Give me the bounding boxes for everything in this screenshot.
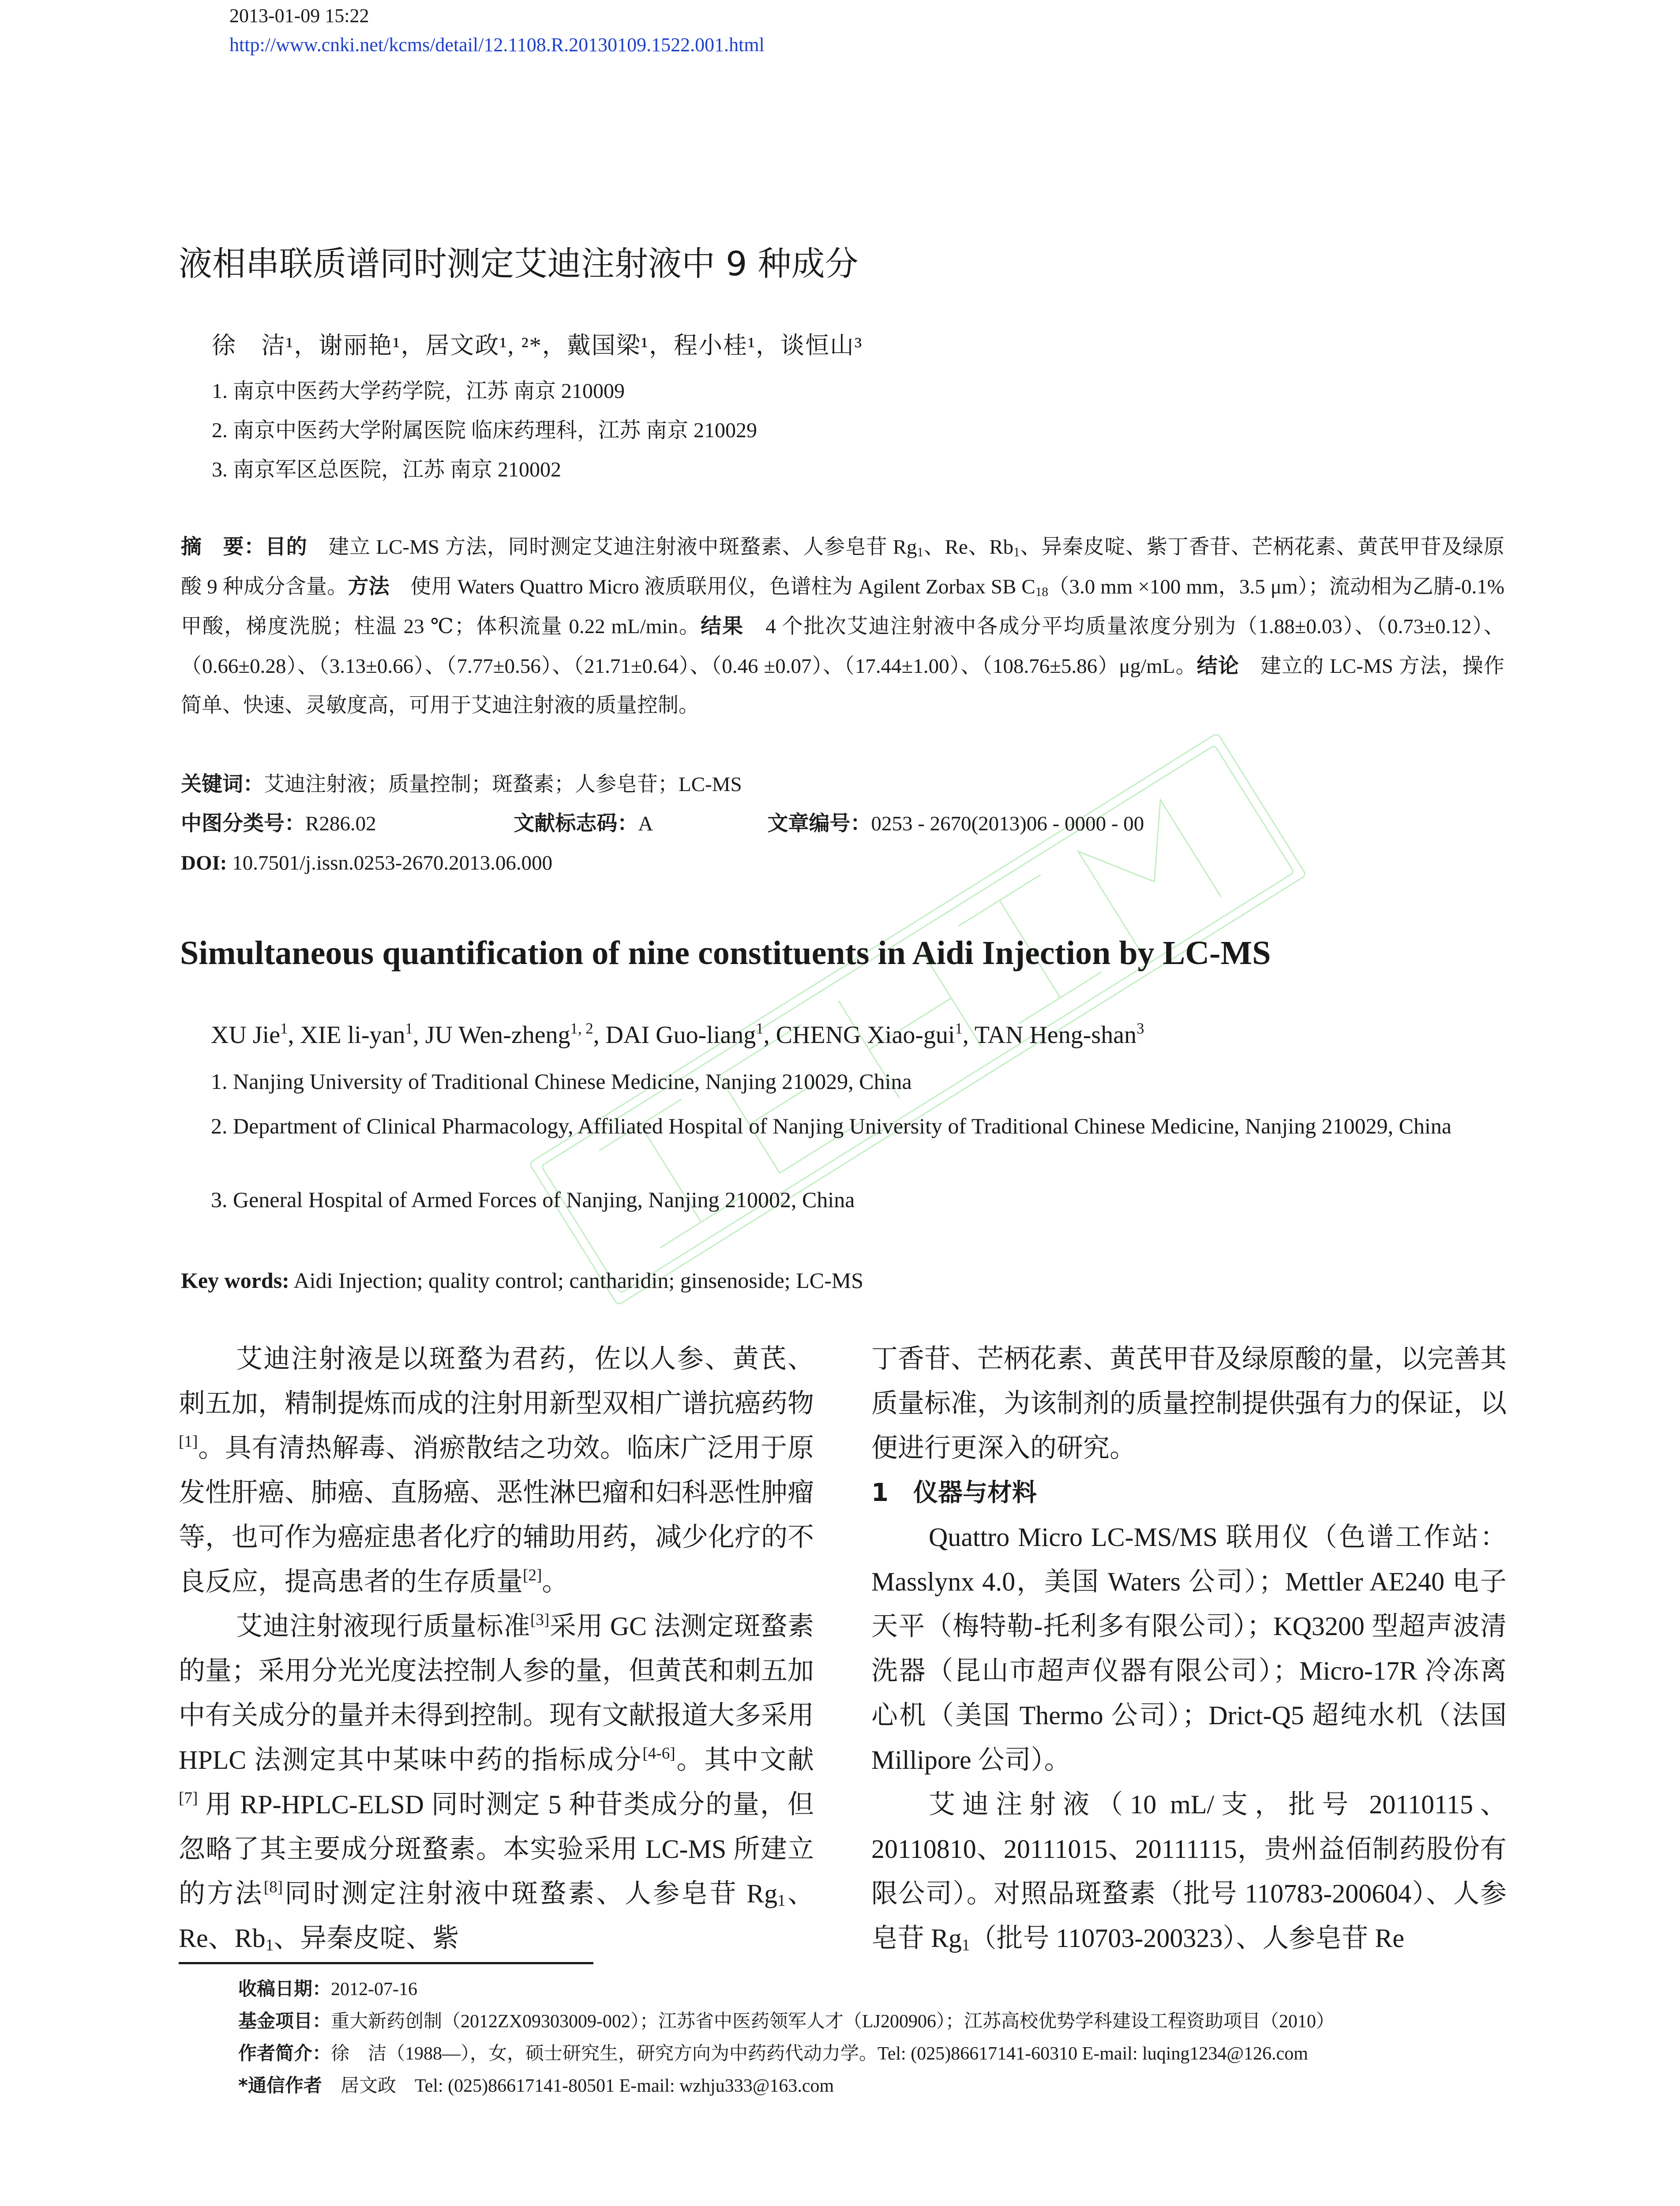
classification-row: 中图分类号：R286.02 文献标志码：A 文章编号：0253 - 2670(2013)06 - 0000 - 00: [181, 811, 1144, 836]
affiliation-en-3: 3. General Hospital of Armed Forces of Nanjing, Nanjing 210002, China: [211, 1187, 855, 1212]
results-label: 结果: [701, 614, 744, 638]
instruments-paragraph: Quattro Micro LC-MS/MS 联用仪（色谱工作站：Masslynx 4.0，美国 Waters 公司）；Mettler AE240 电子天平（梅特勒-托利多有限公司）；KQ3200 型超声波清洗器（昆山市超声仪器有限公司）；Micro-17R 冷冻离心机（美国 Thermo 公司）；Drict-Q5 超纯水机（法国 Millipore 公司）。: [871, 1523, 1507, 1775]
author-list-en: XU Jie$^1$, XIE li-yan$^1$, JU Wen-zheng$^{1, 2}$, DAI Guo-liang$^1$, CHENG Xiao-gui$^1$, TAN Heng-shan$^3$: [211, 1020, 1144, 1049]
section-heading-1: 1 仪器与材料: [871, 1478, 1037, 1507]
abstract-label: 摘 要：: [181, 535, 266, 559]
article-title-en: Simultaneous quantification of nine constituents in Aidi Injection by LC-MS: [180, 934, 1271, 972]
footnote-fund: 基金项目：重大新药创制（2012ZX09303009-002）；江苏省中医药领军人才（LJ200906）；江苏高校优势学科建设工程资助项目（2010）: [238, 2010, 1335, 2032]
affiliation-cn-3: 3. 南京军区总医院，江苏 南京 210002: [212, 458, 562, 481]
materials-paragraph: 艾迪注射液（10 mL/支，批号 20110115、20110810、20111015、20111115，贵州益佰制药股份有限公司）。对照品斑蝥素（批号 110783-200604）、人参皂苷 $Rg_1$（批号 110703-200323）、人参皂苷 Re: [871, 1790, 1507, 1955]
methods-label: 方法: [348, 574, 390, 599]
download-timestamp: 2013-01-09 15:22: [229, 5, 369, 26]
author-list-cn: 徐 洁¹，谢丽艳¹，居文政¹, ²*，戴国梁¹，程小桂¹，谈恒山³: [212, 332, 863, 359]
footnote-received: 收稿日期：2012-07-16: [238, 1978, 417, 2000]
keywords-en-label: Key words:: [181, 1268, 289, 1293]
affiliation-cn-1: 1. 南京中医药大学药学院，江苏 南京 210009: [212, 379, 625, 403]
doi-line: [181, 850, 552, 876]
intro-paragraph-2: 艾迪注射液现行质量标准[3]采用 GC 法测定斑蝥素的量；采用分光光度法控制人参的量，但黄芪和刺五加中有关成分的量并未得到控制。现有文献报道大多采用 HPLC 法测定其中某味中药的指标成分[4-6]。其中文献 [7] 用 RP-HPLC-ELSD 同时测定 5 种苷类成分的量，但忽略了其主要成分斑蝥素。本实验采用 LC-MS 所建立的方法[8]同时测定注射液中斑蝥素、人参皂苷 $Rg_1$、Re、$Rb_1$、异秦皮啶、紫: [179, 1610, 814, 1955]
keywords-en: Key words: Aidi Injection; quality control; cantharidin; ginsenoside; LC-MS: [181, 1268, 864, 1293]
conclusion-label: 结论: [1196, 654, 1239, 678]
cnki-url-link[interactable]: http://www.cnki.net/kcms/detail/12.1108.R.20130109.1522.001.html: [229, 34, 765, 56]
intro-paragraph-continued: 丁香苷、芒柄花素、黄芪甲苷及绿原酸的量，以完善其质量标准，为该制剂的质量控制提供强有力的保证，以便进行更深入的研究。: [871, 1344, 1507, 1463]
body-left-column: [179, 1337, 814, 1961]
doi-value: 10.7501/j.issn.0253-2670.2013.06.000: [227, 852, 553, 874]
affiliation-cn-2: 2. 南京中医药大学附属医院 临床药理科，江苏 南京 210029: [212, 419, 758, 442]
keywords-cn: 关键词：艾迪注射液；质量控制；斑蝥素；人参皂苷；LC-MS: [181, 772, 742, 796]
keywords-cn-label: 关键词：: [181, 772, 264, 796]
doi-label: DOI:: [181, 852, 227, 874]
footnote-divider: [179, 1962, 593, 1964]
footnote-corresponding: *通信作者 居文政 Tel: (025)86617141-80501 E-mail: wzhju333@163.com: [238, 2075, 834, 2096]
affiliation-en-1: 1. Nanjing University of Traditional Chinese Medicine, Nanjing 210029, China: [211, 1069, 912, 1094]
body-right-column: [871, 1337, 1507, 1961]
abstract-cn: 摘 要：目的 建立 LC-MS 方法，同时测定艾迪注射液中斑蝥素、人参皂苷 $Rg_1$、Re、$Rb_1$、异秦皮啶、紫丁香苷、芒柄花素、黄芪甲苷及绿原酸 9 种成分含量。方法 使用 Waters Quattro Micro 液质联用仪，色谱柱为 Agilent Zorbax SB $C_{18}(3.0$ mm ×100 mm，3.5 μm）；流动相为乙腈-0.1%甲酸，梯度洗脱；柱温 23 ℃；体积流量 0.22 mL/min。结果 4 个批次艾迪注射液中各成分平均质量浓度分别为（1.88±0.03）、（0.73±0.12）、（0.66±0.28）、（3.13±0.66）、（7.77±0.56）、（21.71±0.64）、（0.46 ±0.07）、（17.44±1.00）、（108.76±5.86）μg/mL。结论 建立的 LC-MS 方法，操作简单、快速、灵敏度高，可用于艾迪注射液的质量控制。: [181, 535, 1505, 717]
article-title-cn: 液相串联质谱同时测定艾迪注射液中 9 种成分: [179, 244, 859, 283]
footnote-author: 作者简介：徐 洁（1988—），女，硕士研究生，研究方向为中药药代动力学。Tel: (025)86617141-60310 E-mail: luqing1234@126.com: [238, 2042, 1308, 2064]
intro-paragraph-1: 艾迪注射液是以斑蝥为君药，佐以人参、黄芪、刺五加，精制提炼而成的注射用新型双相广谱抗癌药物[1]。具有清热解毒、消瘀散结之功效。临床广泛用于原发性肝癌、肺癌、直肠癌、恶性淋巴瘤和妇科恶性肿瘤等，也可作为癌症患者化疗的辅助用药，减少化疗的不良反应，提高患者的生存质量[2]。: [179, 1344, 814, 1596]
objective-label: 目的: [265, 535, 308, 559]
affiliation-en-2: 2. Department of Clinical Pharmacology, Affiliated Hospital of Nanjing University of Traditional Chinese Medicine, Nanjing 210029, China: [211, 1114, 1452, 1138]
